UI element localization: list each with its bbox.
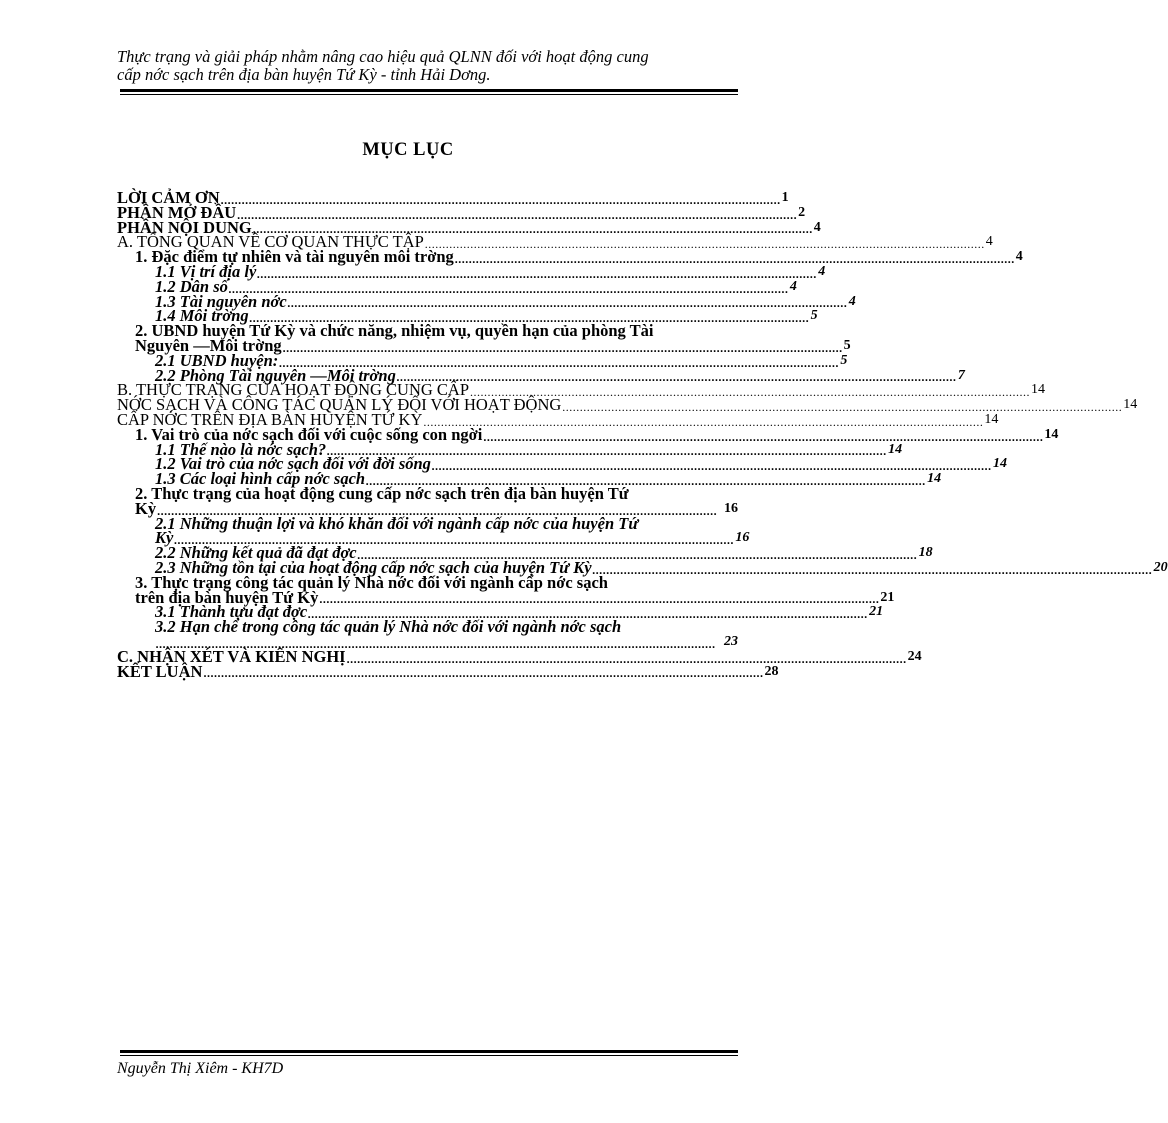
header-line-1: Thực trạng và giải pháp nhằm nâng cao hiệu quả QLNN đối với hoạt động cung — [117, 47, 649, 66]
header-line-2: cấp nớc sạch trên địa bàn huyện Tứ Kỳ - tỉnh Hải Dơng. — [117, 65, 491, 84]
toc-entry[interactable]: 1.2 Dân số ................................................................................................................................................................ 4 — [155, 276, 797, 296]
toc-entry[interactable]: KẾT LUẬN ................................................................................................................................................................ 28 — [117, 661, 779, 681]
running-footer: Nguyễn Thị Xiêm - KH7D — [117, 1060, 284, 1077]
toc-entry[interactable]: 2.2 Phòng Tài nguyên —Môi trờng ................................................................................................................................................................ 7 — [155, 365, 965, 385]
toc-entry[interactable]: 2. Thực trạng của hoạt động cung cấp nớc sạch trên địa bàn huyện Tứ Kỳ ................................................................................................................................................................ 16 — [135, 483, 738, 518]
toc-entry[interactable]: 3.1 Thành tựu đạt đợc ................................................................................................................................................................ 21 — [155, 602, 884, 622]
toc-entry[interactable]: C. NHẬN XÉT VÀ KIẾN NGHỊ ................................................................................................................................................................ 24 — [117, 646, 922, 666]
page-title: MỤC LỤC — [362, 140, 454, 160]
toc-entry[interactable]: A. TỔNG QUAN VỀ CƠ QUAN THỰC TẬP ................................................................................................................................................................ 4 — [117, 232, 993, 252]
toc-entry[interactable]: 1.2 Vai trò của nớc sạch đối với đời sống ................................................................................................................................................................ 14 — [155, 454, 1007, 474]
toc-entry[interactable]: 2.1 Những thuận lợi và khó khăn đối với ngành cấp nớc của huyện Tứ Kỳ ................................................................................................................................................................ 16 — [155, 513, 750, 548]
toc-entry[interactable]: 2.1 UBND huyện: ................................................................................................................................................................ 5 — [155, 350, 848, 370]
toc-entry[interactable]: 1.1 Thế nào là nớc sạch? ................................................................................................................................................................ 14 — [155, 439, 903, 459]
toc-entry[interactable]: 2.3 Những tồn tại của hoạt động cấp nớc sạch của huyện Tứ Kỳ ................................................................................................................................................................ 20 — [155, 557, 1168, 577]
toc-entry[interactable]: 2.2 Những kết quả đã đạt đợc ................................................................................................................................................................ 18 — [155, 543, 933, 563]
toc-entry[interactable]: NỚC SẠCH VÀ CÔNG TÁC QUẢN LÝ ĐỐI VỚI HOẠT ĐỘNG ................................................................................................................................................................ 14 — [117, 395, 1138, 415]
toc-entry[interactable]: CẤP NỚC TRÊN ĐỊA BÀN HUYỆN TỨ KỲ ................................................................................................................................................................ 14 — [117, 409, 999, 429]
toc-entry[interactable]: 3.2 Hạn chế trong công tác quản lý Nhà nớc đối với ngành nớc sạch ................................................................................................................................................................ 23 — [155, 617, 738, 651]
toc-entry[interactable]: 1.3 Tài nguyên nớc ................................................................................................................................................................ 4 — [155, 291, 856, 311]
toc-entry[interactable]: 3. Thực trạng công tác quản lý Nhà nớc đối với ngành cấp nớc sạch trên địa bàn huyện Tứ Kỳ ................................................................................................................................................................ 21 — [135, 572, 895, 607]
toc-entry[interactable]: PHẦN NỘI DUNG ................................................................................................................................................................ 4 — [117, 217, 821, 237]
table-of-contents — [117, 188, 1168, 681]
footer-rule — [120, 1050, 738, 1056]
toc-entry[interactable]: 1. Vai trò của nớc sạch đối với cuộc sống con ngời ................................................................................................................................................................ 14 — [135, 424, 1059, 444]
toc-entry[interactable]: 1.4 Môi trờng ................................................................................................................................................................ 5 — [155, 306, 818, 326]
toc-entry[interactable]: 1.3 Các loại hình cấp nớc sạch ................................................................................................................................................................ 14 — [155, 469, 942, 489]
toc-entry[interactable]: LỜI CẢM ƠN ................................................................................................................................................................ 1 — [117, 188, 789, 207]
toc-entry[interactable]: 1.1 Vị trí địa lý ................................................................................................................................................................ 4 — [155, 261, 826, 281]
toc-entry[interactable]: B. THỰC TRẠNG CỦA HOẠT ĐỘNG CUNG CẤP ................................................................................................................................................................ 14 — [117, 380, 1046, 400]
toc-entry[interactable]: PHẦN MỞ ĐẦU ................................................................................................................................................................ 2 — [117, 202, 806, 222]
running-header — [117, 48, 742, 84]
toc-entry[interactable]: 1. Đặc điểm tự nhiên và tài nguyên môi trờng ................................................................................................................................................................ 4 — [135, 247, 1023, 267]
toc-entry[interactable]: 2. UBND huyện Tứ Kỳ và chức năng, nhiệm vụ, quyền hạn của phòng Tài Nguyên —Môi trờng ................................................................................................................................................................ 5 — [135, 321, 851, 355]
header-rule — [120, 89, 738, 95]
